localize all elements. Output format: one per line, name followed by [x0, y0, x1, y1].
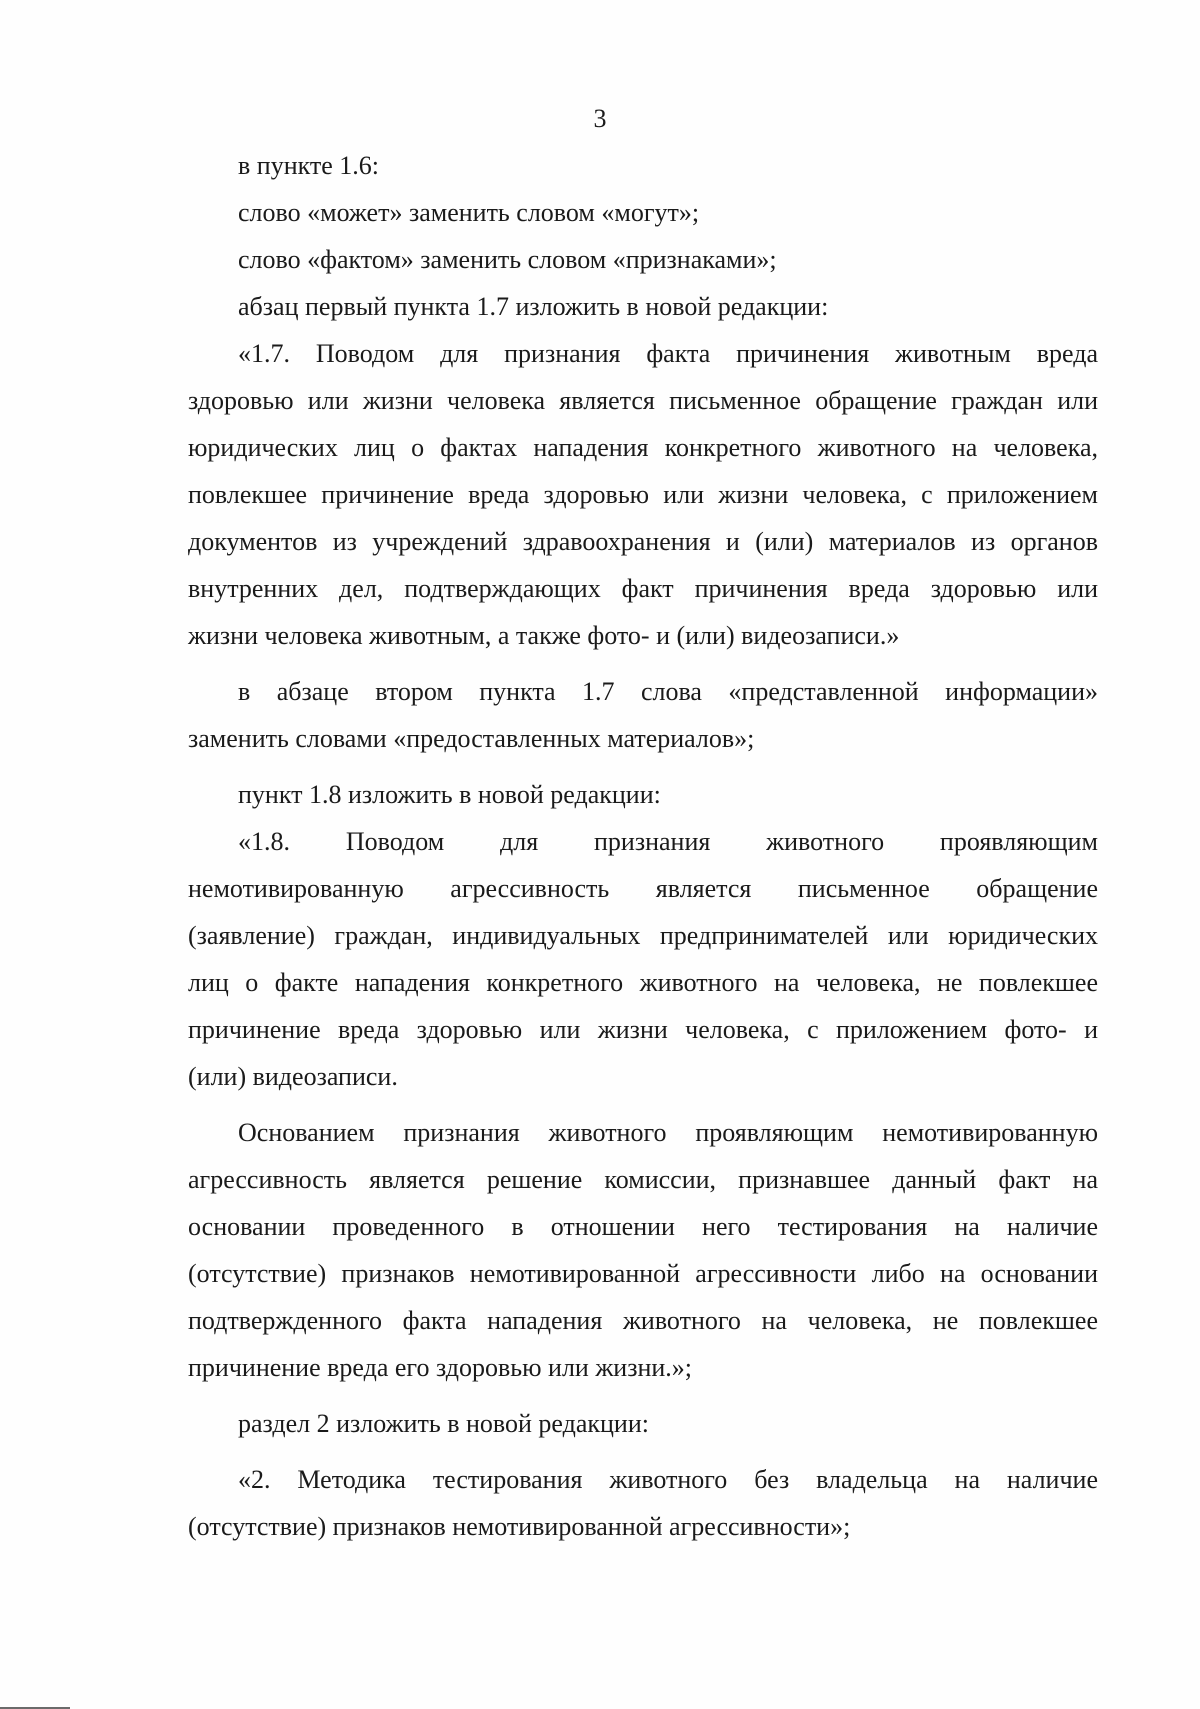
text-line: жизни человека животным, а также фото- и (или) видеозаписи.» — [188, 621, 900, 650]
text-line: причинение вреда здоровью или жизни человека, с приложением фото- и — [188, 1015, 1098, 1044]
text-line: слово «фактом» заменить словом «признаками»; — [238, 245, 777, 274]
text-line: слово «может» заменить словом «могут»; — [238, 198, 700, 227]
text-line: абзац первый пункта 1.7 изложить в новой редакции: — [238, 292, 829, 321]
text-line: пункт 1.8 изложить в новой редакции: — [238, 780, 661, 809]
text-line: (или) видеозаписи. — [188, 1062, 398, 1091]
text-line: юридических лиц о фактах нападения конкретного животного на человека, — [188, 433, 1098, 462]
text-line: лиц о факте нападения конкретного животного на человека, не повлекшее — [188, 968, 1098, 997]
document-body — [188, 142, 1098, 1550]
text-line: «1.8. Поводом для признания животного проявляющим — [238, 827, 1098, 856]
text-line: основании проведенного в отношении него тестирования на наличие — [188, 1212, 1098, 1241]
text-line: агрессивность является решение комиссии, признавшее данный факт на — [188, 1165, 1098, 1194]
text-line: причинение вреда его здоровью или жизни.»; — [188, 1353, 693, 1382]
text-line: повлекшее причинение вреда здоровью или жизни человека, с приложением — [188, 480, 1098, 509]
text-line: (отсутствие) признаков немотивированной агрессивности»; — [188, 1512, 851, 1541]
text-line: здоровью или жизни человека является письменное обращение граждан или — [188, 386, 1098, 415]
text-line: подтвержденного факта нападения животного на человека, не повлекшее — [188, 1306, 1098, 1335]
text-line: «1.7. Поводом для признания факта причинения животным вреда — [238, 339, 1098, 368]
text-line: в пункте 1.6: — [238, 151, 380, 180]
text-line: внутренних дел, подтверждающих факт причинения вреда здоровью или — [188, 574, 1098, 603]
text-line: (заявление) граждан, индивидуальных предпринимателей или юридических — [188, 921, 1098, 950]
text-line: «2. Методика тестирования животного без владельца на наличие — [238, 1465, 1098, 1494]
text-line: Основанием признания животного проявляющим немотивированную — [238, 1118, 1098, 1147]
page-number: 3 — [593, 104, 607, 133]
text-line: (отсутствие) признаков немотивированной агрессивности либо на основании — [188, 1259, 1098, 1288]
text-line: документов из учреждений здравоохранения и (или) материалов из органов — [188, 527, 1098, 556]
text-line: в абзаце втором пункта 1.7 слова «представленной информации» — [238, 677, 1098, 706]
text-line: немотивированную агрессивность является письменное обращение — [188, 874, 1098, 903]
text-line: заменить словами «предоставленных материалов»; — [188, 724, 755, 753]
text-line: раздел 2 изложить в новой редакции: — [238, 1409, 649, 1438]
